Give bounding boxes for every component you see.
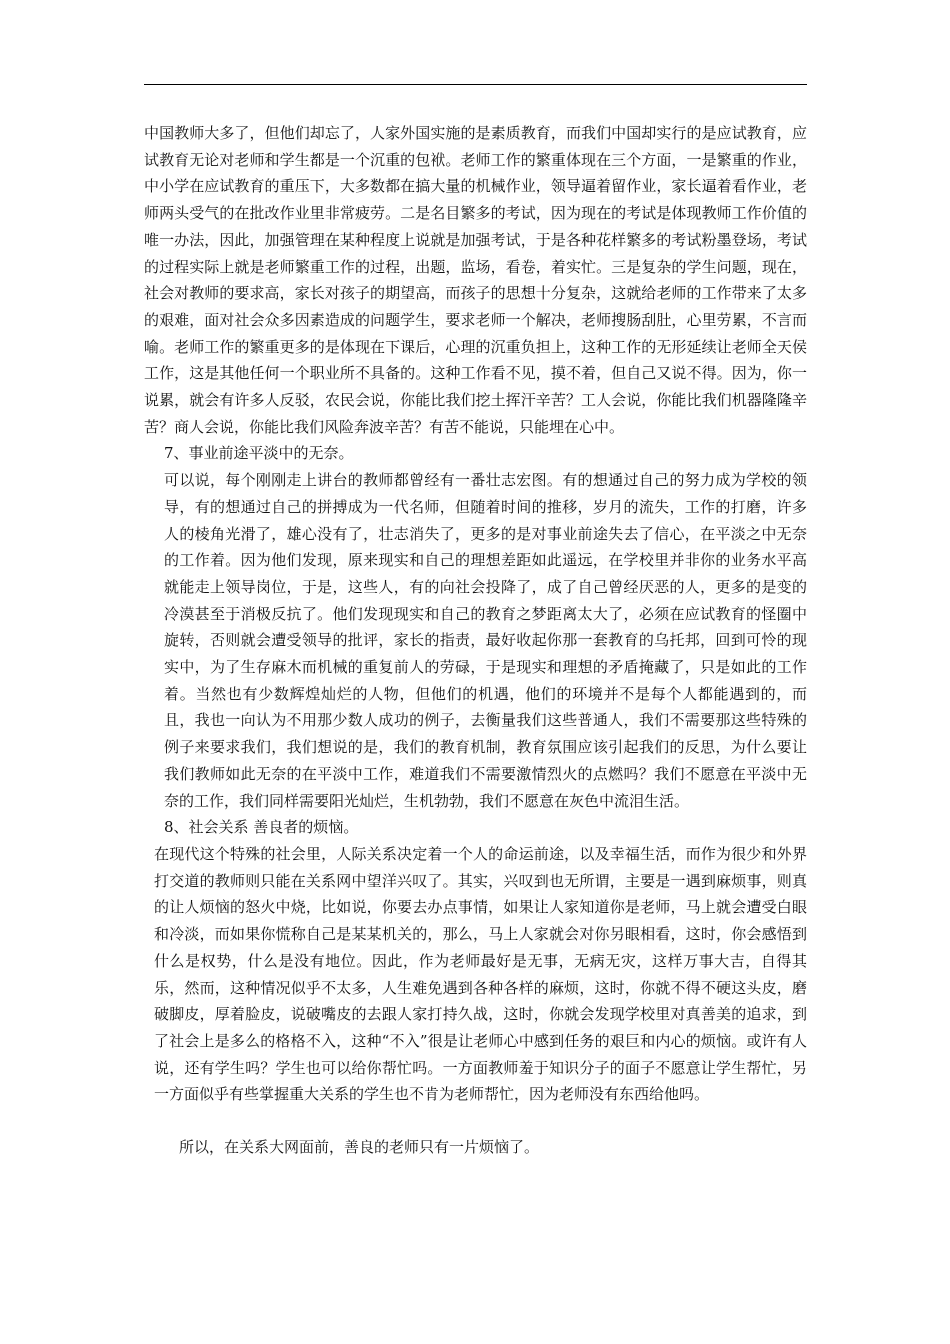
section-heading-7: 7、事业前途平淡中的无奈。 bbox=[164, 444, 354, 463]
paragraph-conclusion: 所以，在关系大网面前，善良的老师只有一片烦恼了。 bbox=[179, 1138, 540, 1157]
paragraph-career-prospects: 可以说，每个刚刚走上讲台的教师都曾经有一番壮志宏图。有的想通过自己的努力成为学校的领导，有的想通过自己的拼搏成为一代名师，但随着时间的推移，岁月的流失，工作的打磨，许多人的棱角光滑了，雄心没有了，壮志消失了，更多的是对事业前途失去了信心，在平淡之中无奈的工作着。因为他们发现，原来现实和自己的理想差距如此遥远，在学校里并非你的业务水平高就能走上领导岗位，于是，这些人，有的向社会投降了，成了自己曾经厌恶的人，更多的是变的冷漠甚至于消极反抗了。他们发现现实和自己的教育之梦距离太大了，必须在应试教育的怪圈中旋转，否则就会遭受领导的批评，家长的指责，最好收起你那一套教育的乌托邦，回到可怜的现实中，为了生存麻木而机械的重复前人的劳碌，于是现实和理想的矛盾掩藏了，只是如此的工作着。当然也有少数辉煌灿烂的人物，但他们的机遇，他们的环境并不是每个人都能遇到的，而且，我也一向认为不用那少数人成功的例子，去衡量我们这些普通人，我们不需要那这些特殊的例子来要求我们，我们想说的是，我们的教育机制，教育氛围应该引起我们的反思，为什么要让我们教师如此无奈的在平淡中工作，难道我们不需要激情烈火的点燃吗？我们不愿意在平淡中无奈的工作，我们同样需要阳光灿烂，生机勃勃，我们不愿意在灰色中流泪生活。 bbox=[164, 471, 807, 810]
document-body bbox=[144, 120, 807, 1161]
section-heading-8: 8、社会关系 善良者的烦恼。 bbox=[164, 818, 359, 837]
paragraph-teacher-workload: 中国教师大多了，但他们却忘了，人家外国实施的是素质教育，而我们中国却实行的是应试教育，应试教育无论对老师和学生都是一个沉重的包袱。老师工作的繁重体现在三个方面，一是繁重的作业，中小学在应试教育的重压下，大多数都在搞大量的机械作业，领导逼着留作业，家长逼着看作业，老师两头受气的在批改作业里非常疲劳。二是名目繁多的考试，因为现在的考试是体现教师工作价值的唯一办法，因此，加强管理在某种程度上说就是加强考试，于是各种花样繁多的考试粉墨登场，考试的过程实际上就是老师繁重工作的过程，出题，监场，看卷，着实忙。三是复杂的学生问题，现在，社会对教师的要求高，家长对孩子的期望高，而孩子的思想十分复杂，这就给老师的工作带来了太多的艰难，面对社会众多因素造成的问题学生，要求老师一个解决，老师搜肠刮肚，心里劳累，不言而喻。老师工作的繁重更多的是体现在下课后，心理的沉重负担上，这种工作的无形延续让老师全天侯工作，这是其他任何一个职业所不具备的。这种工作看不见，摸不着，但自己又说不得。因为，你一说累，就会有许多人反驳，农民会说，你能比我们挖土挥汗辛苦？工人会说，你能比我们机器隆隆辛苦？商人会说，你能比我们风险奔波辛苦？有苦不能说，只能埋在心中。 bbox=[144, 124, 807, 436]
paragraph-social-relations: 在现代这个特殊的社会里，人际关系决定着一个人的命运前途，以及幸福生活，而作为很少和外界打交道的教师则只能在关系网中望洋兴叹了。其实，兴叹到也无所谓，主要是一遇到麻烦事，则真的让人烦恼的怒火中烧，比如说，你要去办点事情，如果让人家知道你是老师，马上就会遭受白眼和冷淡，而如果你慌称自己是某某机关的，那么，马上人家就会对你另眼相看，这时，你会感悟到什么是权势，什么是没有地位。因此，作为老师最好是无事，无病无灾，这样万事大吉，自得其乐，然而，这种情况似乎不太多，人生难免遇到各种各样的麻烦，这时，你就不得不硬这头皮，磨破脚皮，厚着脸皮，说破嘴皮的去跟人家打持久战，这时，你就会发现学校里对真善美的追求，到了社会上是多么的格格不入，这种“不入”很是让老师心中感到任务的艰巨和内心的烦恼。或许有人说，还有学生吗？学生也可以给你帮忙吗。一方面教师羞于知识分子的面子不愿意让学生帮忙，另一方面似乎有些掌握重大关系的学生也不肯为老师帮忙，因为老师没有东西给他吗。 bbox=[154, 844, 807, 1104]
header-rule bbox=[144, 84, 807, 85]
